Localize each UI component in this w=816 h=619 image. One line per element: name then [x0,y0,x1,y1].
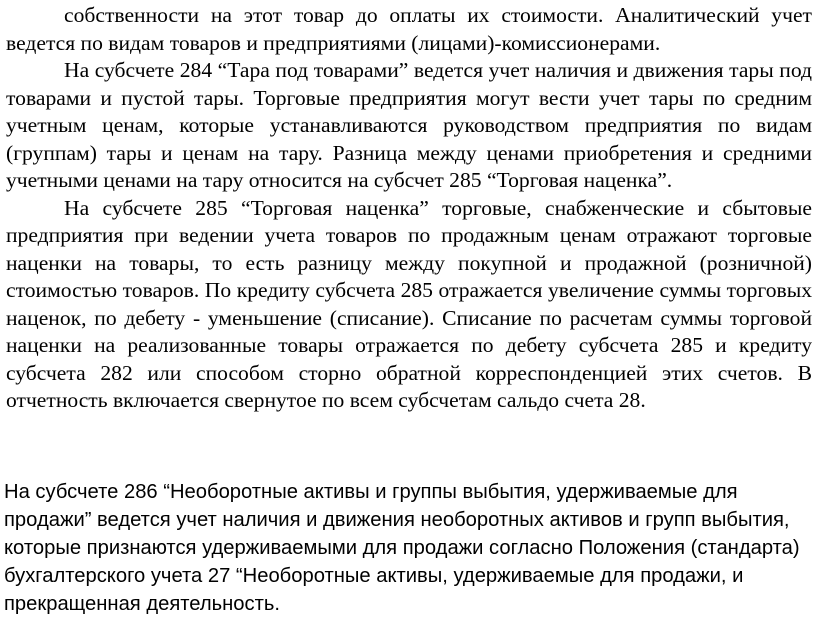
document-final-section [4,478,812,618]
paragraph-subaccount-285: На субсчете 285 “Торговая наценка” торговые, снабженческие и сбытовые предприятия при ведении учета товаров по продажным ценам отражают торговые наценки на товары, то есть разницу между покупной и продажной (розничной) стоимостью товаров. По кредиту субсчета 285 отражается увеличение суммы торговых наценок, по дебету - уменьшение (списание). Списание по расчетам суммы торговой наценки на реализованные товары отражается по дебету субсчета 285 и кредиту субсчета 282 или способом сторно обратной корреспонденцией этих счетов. В отчетность включается свернутое по всем субсчетам сальдо счета 28. [6,195,812,412]
document-body [6,2,812,415]
paragraph-subaccount-286: На субсчете 286 “Необоротные активы и группы выбытия, удерживаемые для продажи” ведется учет наличия и движения необоротных активов и групп выбытия, которые признаются удерживаемыми для продажи согласно Положения (стандарта) бухгалтерского учета 27 “Необоротные активы, удерживаемые для продажи, и прекращенная деятельность. [4,481,800,615]
paragraph-subaccount-284: На субсчете 284 “Тара под товарами” ведется учет наличия и движения тары под товарами и пустой тары. Торговые предприятия могут вести учет тары по средним учетным ценам, которые устанавливаются руководством предприятия по видам (группам) тары и ценам на тару. Разница между ценами приобретения и средними учетными ценами на тару относится на субсчет 285 “Торговая наценка”. [6,58,812,192]
paragraph-continuation: собственности на этот товар до оплаты их стоимости. Аналитический учет ведется по видам товаров и предприятиями (лицами)-комиссионерами. [6,3,812,55]
